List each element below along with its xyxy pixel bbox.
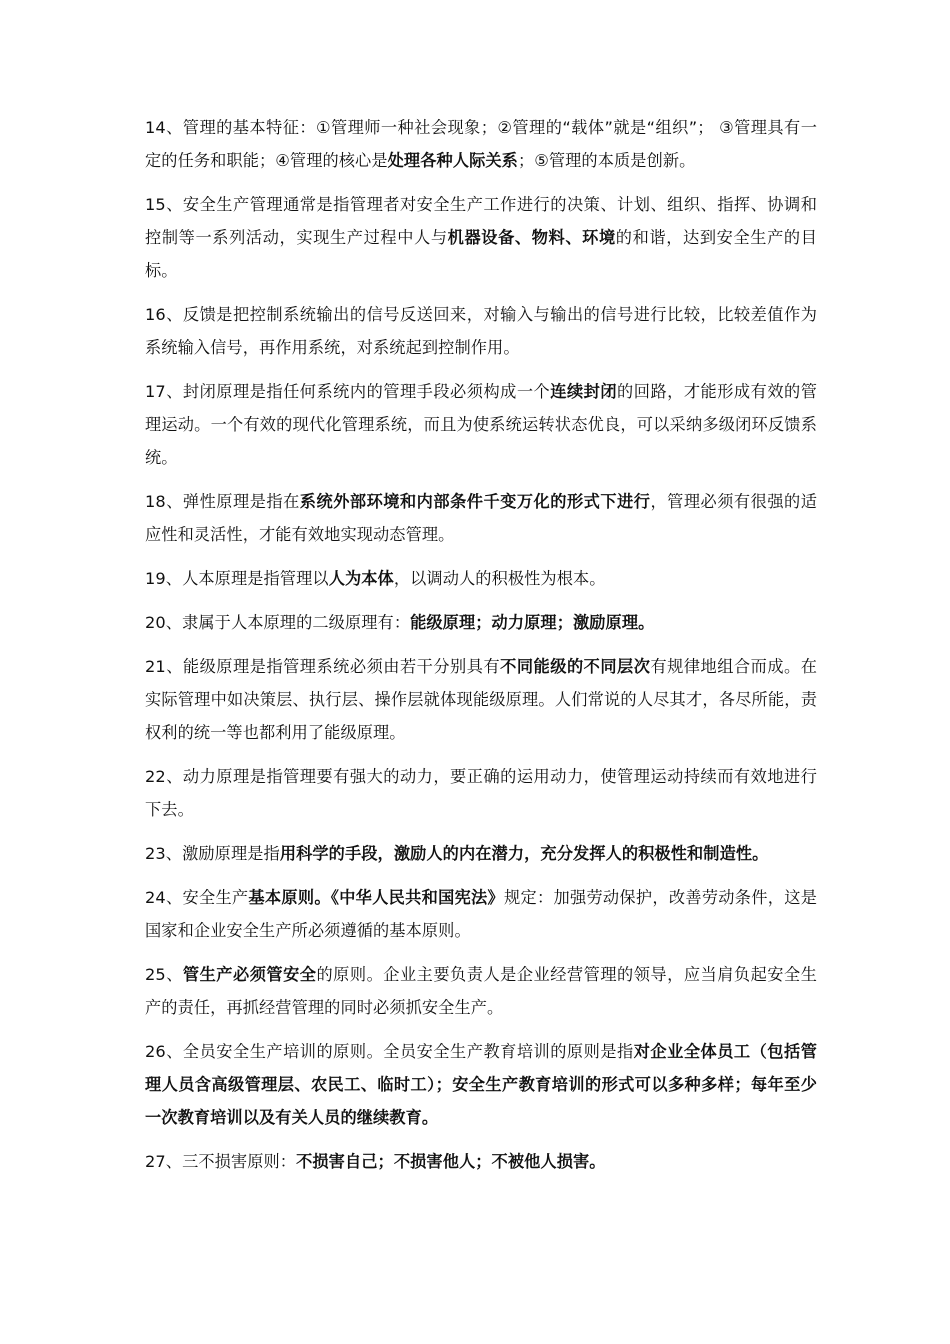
paragraph-item-10 <box>145 837 817 870</box>
body-text: 16、反馈是把控制系统输出的信号反送回来，对输入与输出的信号进行比较，比较差值作为系统输入信号，再作用系统，对系统起到控制作用。 <box>145 305 817 357</box>
paragraph-item-14 <box>145 1145 817 1178</box>
emphasized-text: 处理各种人际关系 <box>387 151 518 170</box>
paragraph-item-7 <box>145 606 817 639</box>
body-text: 24、安全生产 <box>145 888 249 907</box>
body-text: ；⑤管理的本质是创新。 <box>517 151 696 170</box>
paragraph-item-2 <box>145 188 817 287</box>
body-text: 15、安全生产管理通常是指管理者对安全生产工作进行的决策、计划、组织、指挥、协调和控制等一系列活动，实现生产过程中人与 <box>145 195 817 247</box>
paragraph-item-11 <box>145 881 817 947</box>
paragraph-item-6 <box>145 562 817 595</box>
emphasized-text: 连续封闭 <box>550 382 618 401</box>
emphasized-text: 不同能级的不同层次 <box>500 657 651 676</box>
paragraph-item-4 <box>145 375 817 474</box>
emphasized-text: 基本原则。《中华人民共和国宪法》 <box>248 888 505 907</box>
body-text: ，以调动人的积极性为根本。 <box>393 569 606 588</box>
body-text: 21、能级原理是指管理系统必须由若干分别具有 <box>145 657 501 676</box>
paragraph-item-5 <box>145 485 817 551</box>
emphasized-text: 能级原理；动力原理；激励原理。 <box>410 613 655 632</box>
emphasized-text: 用科学的手段，激励人的内在潜力，充分发挥人的积极性和制造性。 <box>279 844 769 863</box>
body-text: 20、隶属于人本原理的二级原理有： <box>145 613 411 632</box>
document-body <box>145 111 817 1189</box>
emphasized-text: 管生产必须管安全 <box>182 965 317 984</box>
emphasized-text: 不损害自己；不损害他人；不被他人损害。 <box>296 1152 606 1171</box>
paragraph-item-9 <box>145 760 817 826</box>
body-text: 17、封闭原理是指任何系统内的管理手段必须构成一个 <box>145 382 551 401</box>
emphasized-text: 人为本体 <box>328 569 394 588</box>
body-text: 18、弹性原理是指在 <box>145 492 300 511</box>
paragraph-item-12 <box>145 958 817 1024</box>
paragraph-item-1 <box>145 111 817 177</box>
body-text: 的和谐，达到安全生产的目标。 <box>145 228 818 280</box>
body-text: 规定：加强劳动保护，改善劳动条件，这是国家和企业安全生产所必须遵循的基本原则。 <box>145 888 817 940</box>
emphasized-text: 系统外部环境和内部条件千变万化的形式下进行 <box>299 492 651 511</box>
paragraph-item-13 <box>145 1035 817 1134</box>
paragraph-item-3 <box>145 298 817 364</box>
body-text: 25、 <box>145 965 183 984</box>
body-text: 19、人本原理是指管理以 <box>145 569 329 588</box>
body-text: 有规律地组合而成。在实际管理中如决策层、执行层、操作层就体现能级原理。人们常说的人尽其才，各尽所能，责权利的统一等也都利用了能级原理。 <box>145 657 818 742</box>
body-text: 23、激励原理是指 <box>145 844 280 863</box>
body-text: 14、管理的基本特征：①管理师一种社会现象；②管理的“载体”就是“组织”； ③管理具有一定的任务和职能；④管理的核心是 <box>145 118 817 170</box>
paragraph-item-8 <box>145 650 817 749</box>
body-text: 26、全员安全生产培训的原则。全员安全生产教育培训的原则是指 <box>145 1042 634 1061</box>
body-text: 的原则。企业主要负责人是企业经营管理的领导，应当肩负起安全生产的责任，再抓经营管理的同时必须抓安全生产。 <box>145 965 817 1017</box>
emphasized-text: 机器设备、物料、环境 <box>447 228 616 247</box>
emphasized-text: 对企业全体员工（包括管理人员含高级管理层、农民工、临时工）；安全生产教育培训的形式可以多种多样；每年至少一次教育培训以及有关人员的继续教育。 <box>145 1042 817 1127</box>
body-text: 的回路，才能形成有效的管理运动。一个有效的现代化管理系统，而且为使系统运转状态优良，可以采纳多级闭环反馈系统。 <box>145 382 817 467</box>
body-text: ，管理必须有很强的适应性和灵活性，才能有效地实现动态管理。 <box>145 492 817 544</box>
body-text: 22、动力原理是指管理要有强大的动力，要正确的运用动力，使管理运动持续而有效地进行下去。 <box>145 767 817 819</box>
body-text: 27、三不损害原则： <box>145 1152 297 1171</box>
